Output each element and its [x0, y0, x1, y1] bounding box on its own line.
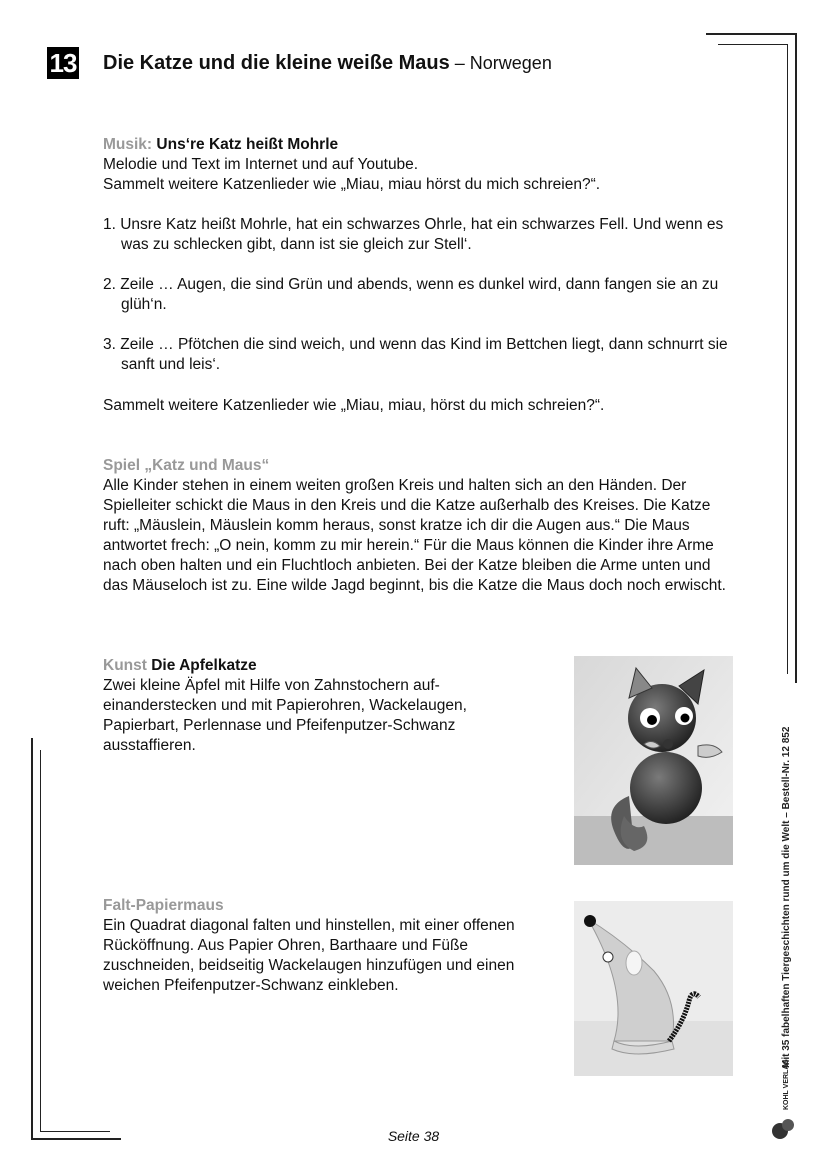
kunst-section	[103, 656, 493, 756]
frame-top-right-outer	[706, 33, 796, 35]
frame-top-right-inner	[718, 44, 788, 45]
side-series-text: Mit 35 fabelhaften Tiergeschichten rund um die Welt – Bestell-Nr. 12 852	[781, 726, 792, 1068]
apple-cat-photo	[574, 656, 733, 865]
verse-1: 1. Unsre Katz heißt Mohrle, hat ein schwarzes Ohrle, hat ein schwarzes Fell. Und wenn es was zu schlecken gibt, dann ist sie gleich zur Stell‘.	[103, 216, 724, 253]
kunst-title: Die Apfelkatze	[151, 657, 257, 674]
verse-3: 3. Zeile … Pfötchen die sind weich, und wenn das Kind im Bettchen liegt, dann schnurrt sie sanft und leis‘.	[103, 336, 728, 373]
frame-left-vert-outer	[31, 738, 33, 1140]
falt-text: Ein Quadrat diagonal falten und hinstellen, mit einer offenen Rücköffnung. Aus Papier Ohren, Barthaare und Füße zuschneiden, beidseitig Wackelaugen hinzufügen und einen weichen Pfeifenputzer-Schwanz einkleben.	[103, 917, 515, 994]
frame-right-vert-inner	[787, 44, 788, 674]
falt-label: Falt-Papiermaus	[103, 897, 224, 914]
page-number: Seite 38	[387, 1128, 440, 1144]
spiel-text: Alle Kinder stehen in einem weiten großen Kreis und halten sich an den Händen. Der Spielleiter schickt die Maus in den Kreis und die Katze außerhalb des Kreises. Die Katze ruft: „Mäuslein, Mäuslein komm heraus, sonst kratze ich dir die Augen aus.“ Die Maus antwortet frech: „O nein, komm zu mir herein.“ Für die Maus können die Kinder ihre Arme nach oben halten und ein Fluchtloch anbieten. Bei der Katze bleiben die Arme unten und das Mäuseloch ist zu. Eine wilde Jagd beginnt, bis die Katze die Maus doch noch erwischt.	[103, 477, 726, 594]
musik-line-2: Sammelt weitere Katzenlieder wie „Miau, miau hörst du mich schreien?“.	[103, 176, 601, 193]
musik-title: Uns‘re Katz heißt Mohrle	[156, 136, 339, 153]
kunst-label: Kunst	[103, 657, 147, 674]
musik-closing: Sammelt weitere Katzenlieder wie „Miau, miau, hörst du mich schreien?“.	[103, 397, 605, 414]
kunst-text: Zwei kleine Äpfel mit Hilfe von Zahnstochern auf-einanderstecken und mit Papierohren, Wackelaugen, Papierbart, Perlennase und Pfeifenputzer-Schwanz ausstaffieren.	[103, 677, 467, 754]
musik-label: Musik:	[103, 136, 153, 153]
verse-2: 2. Zeile … Augen, die sind Grün und abends, wenn es dunkel wird, dann fangen sie an zu glüh‘n.	[103, 276, 719, 313]
frame-left-vert-inner	[40, 750, 41, 1132]
title-dash: –	[449, 53, 470, 73]
frame-right-vert-outer	[795, 33, 797, 683]
falt-section	[103, 896, 543, 996]
story-title: Die Katze und die kleine weiße Maus	[103, 52, 450, 74]
publisher-text: KOHL VERLAG	[783, 1059, 790, 1110]
story-origin: Norwegen	[469, 53, 552, 73]
musik-section	[103, 135, 728, 195]
page-title	[103, 52, 552, 75]
musik-line-1: Melodie und Text im Internet und auf Youtube.	[103, 156, 419, 173]
paper-mouse-photo	[574, 901, 733, 1076]
chapter-number: 13	[47, 47, 79, 79]
spiel-label: Spiel „Katz und Maus“	[103, 457, 270, 474]
spiel-section	[103, 456, 728, 596]
